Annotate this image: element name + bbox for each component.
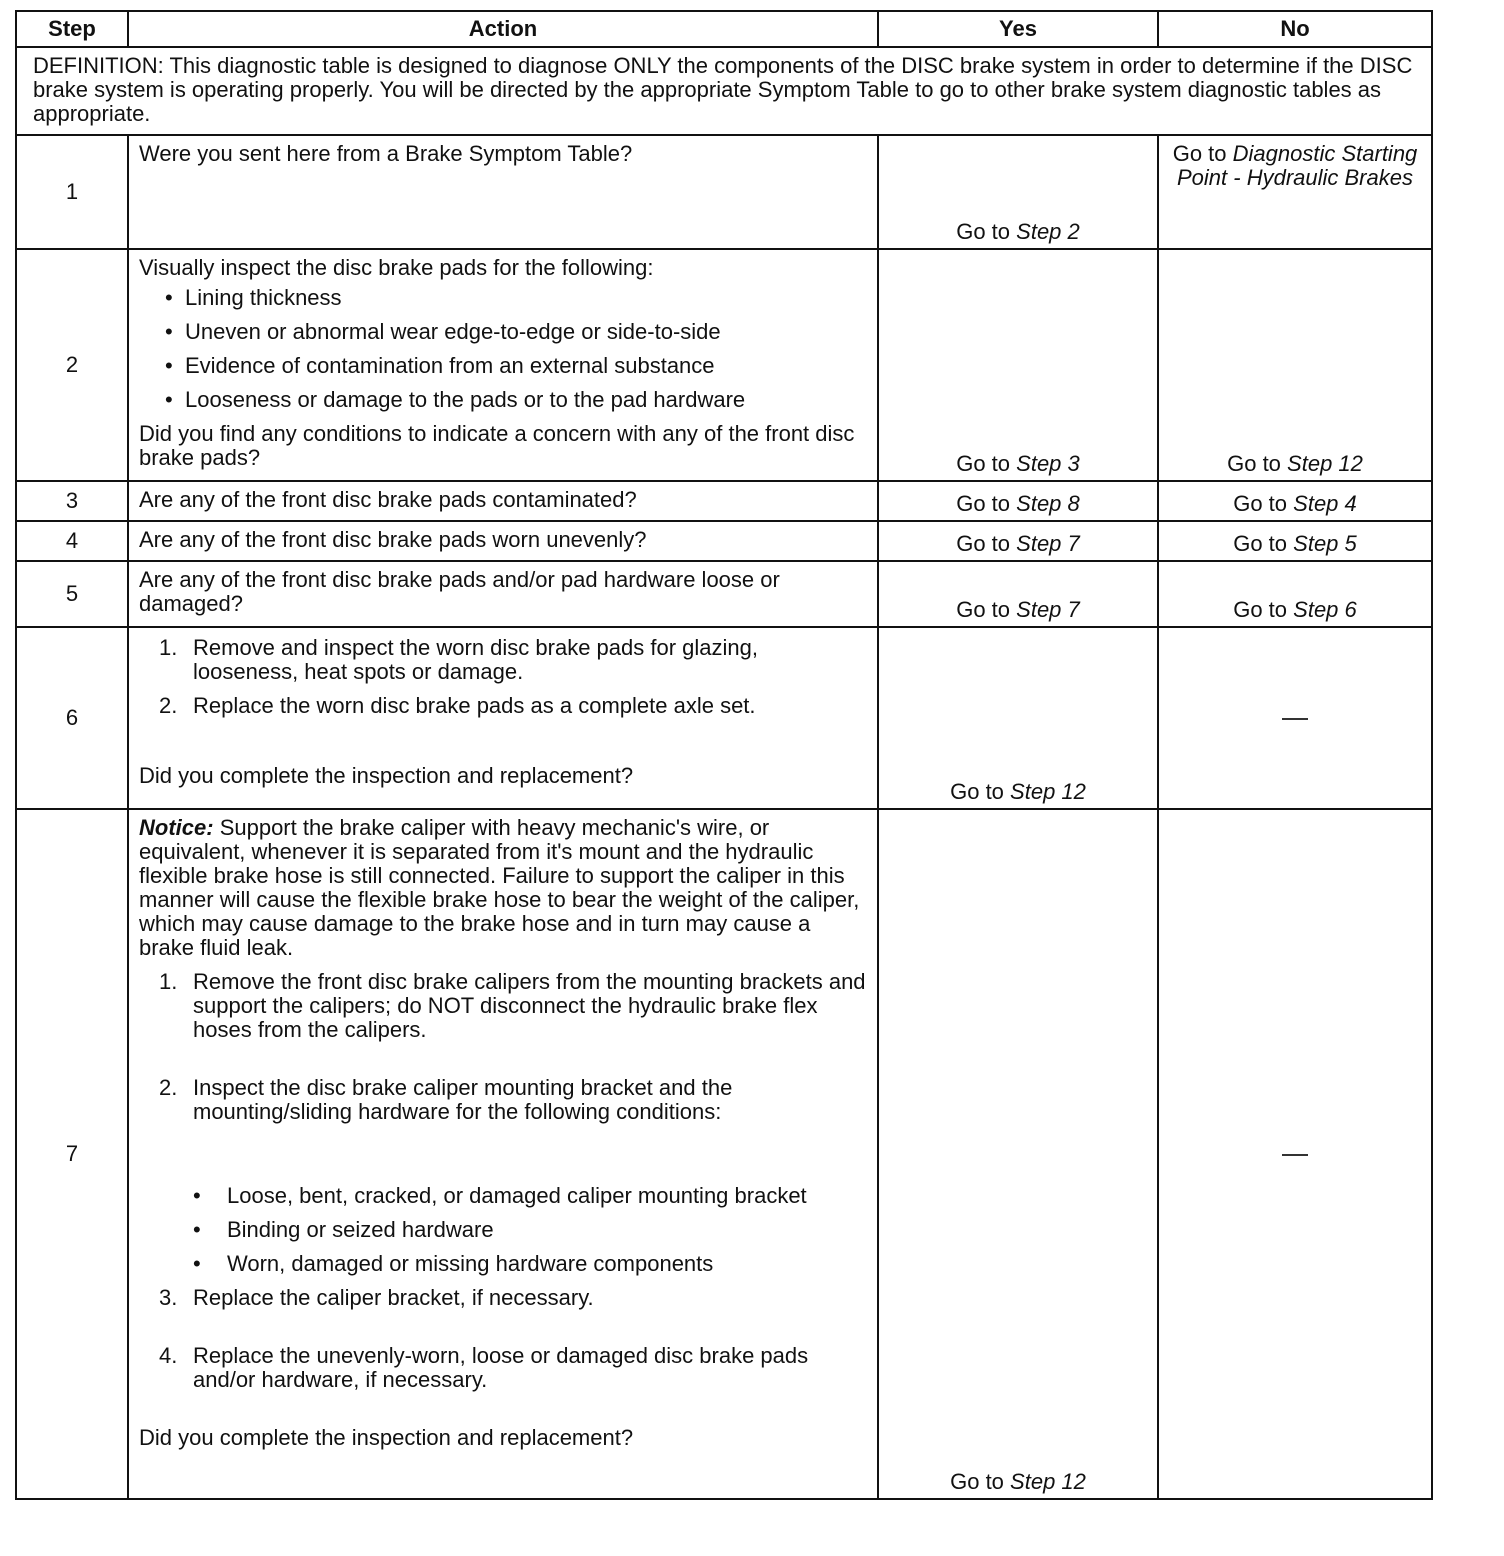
action-question: Are any of the front disc brake pads and/or pad hardware loose or damaged?: [128, 561, 878, 627]
no-link[interactable]: Step 4: [1293, 491, 1357, 516]
definition-text: DEFINITION: This diagnostic table is designed to diagnose ONLY the components of the DISC brake system in order to determine if the DISC brake system is operating properly. You will be directed by the appropriate Symptom Table to go to other brake system diagnostic tables as appropriate.: [16, 47, 1432, 135]
item-text: Remove the front disc brake calipers from the mounting brackets and support the calipers; do NOT disconnect the hydraulic brake flex hoses from the calipers.: [193, 969, 866, 1042]
header-row: [16, 11, 1432, 47]
numbered-list: [139, 970, 867, 1392]
notice-label: Notice:: [139, 815, 214, 840]
yes-cell: [878, 521, 1158, 561]
item-text: Remove and inspect the worn disc brake pads for glazing, looseness, heat spots or damage.: [193, 635, 758, 684]
yes-cell: [878, 249, 1158, 481]
list-item: [159, 1076, 867, 1276]
list-item: • Uneven or abnormal wear edge-to-edge or side-to-side: [165, 320, 867, 344]
goto-prefix: Go to: [1233, 597, 1288, 622]
action-question: Were you sent here from a Brake Symptom Table?: [128, 135, 878, 249]
header-yes: Yes: [878, 11, 1158, 47]
no-cell: [1158, 561, 1432, 627]
goto-prefix: Go to: [1172, 141, 1227, 166]
goto-prefix: Go to: [956, 219, 1011, 244]
list-item: • Worn, damaged or missing hardware components: [193, 1252, 867, 1276]
goto-prefix: Go to: [950, 779, 1004, 804]
goto-prefix: Go to: [956, 451, 1011, 476]
no-cell: [1158, 135, 1432, 249]
yes-link[interactable]: Step 8: [1016, 491, 1080, 516]
table-row: [16, 627, 1432, 809]
step-number: 3: [16, 481, 128, 521]
yes-link[interactable]: Step 12: [1010, 1469, 1086, 1494]
action-question: Did you find any conditions to indicate a concern with any of the front disc brake pads?: [139, 421, 855, 470]
list-item: [159, 694, 867, 718]
no-link[interactable]: Step 6: [1293, 597, 1357, 622]
item-number: 2.: [159, 693, 178, 718]
step-number: 5: [16, 561, 128, 627]
item-text: Replace the unevenly-worn, loose or damaged disc brake pads and/or hardware, if necessary.: [193, 1343, 809, 1392]
action-cell: [128, 809, 878, 1499]
yes-cell: [878, 135, 1158, 249]
goto-prefix: Go to: [956, 491, 1011, 516]
no-cell: [1158, 481, 1432, 521]
yes-cell: [878, 481, 1158, 521]
header-action: Action: [128, 11, 878, 47]
goto-prefix: Go to: [956, 597, 1011, 622]
no-link[interactable]: Step 12: [1287, 451, 1363, 476]
item-text: Inspect the disc brake caliper mounting bracket and the mounting/sliding hardware for the following conditions:: [193, 1075, 733, 1124]
action-question: Are any of the front disc brake pads worn unevenly?: [128, 521, 878, 561]
no-cell: [1158, 249, 1432, 481]
action-intro: Visually inspect the disc brake pads for the following:: [139, 255, 654, 280]
goto-prefix: Go to: [1227, 451, 1281, 476]
step-number: 1: [16, 135, 128, 249]
table-row: [16, 561, 1432, 627]
step-number: 4: [16, 521, 128, 561]
list-item: [159, 1286, 867, 1310]
step-number: 6: [16, 627, 128, 809]
no-cell: [1158, 809, 1432, 1499]
item-number: 2.: [159, 1075, 178, 1100]
table-row: [16, 809, 1432, 1499]
diagnostic-table: [15, 10, 1433, 1500]
no-link[interactable]: Diagnostic Starting Point - Hydraulic Brakes: [1177, 141, 1418, 190]
item-number: 1.: [159, 969, 178, 994]
action-question: Did you complete the inspection and replacement?: [139, 763, 634, 788]
dash-mark: [1282, 1154, 1308, 1156]
item-number: 4.: [159, 1343, 178, 1368]
item-number: 3.: [159, 1285, 178, 1310]
no-cell: [1158, 521, 1432, 561]
list-item: [159, 970, 867, 1042]
bullet-list: [193, 1184, 867, 1276]
dash-mark: [1282, 718, 1308, 720]
list-item: • Loose, bent, cracked, or damaged caliper mounting bracket: [193, 1184, 867, 1208]
list-item: • Evidence of contamination from an external substance: [165, 354, 867, 378]
yes-link[interactable]: Step 12: [1010, 779, 1086, 804]
item-text: Replace the worn disc brake pads as a complete axle set.: [193, 693, 756, 718]
action-question: Are any of the front disc brake pads contaminated?: [128, 481, 878, 521]
table-row: [16, 135, 1432, 249]
notice-block: [139, 816, 867, 960]
step-number: 2: [16, 249, 128, 481]
goto-prefix: Go to: [950, 1469, 1004, 1494]
step-number: 7: [16, 809, 128, 1499]
yes-cell: [878, 809, 1158, 1499]
list-item: • Binding or seized hardware: [193, 1218, 867, 1242]
goto-prefix: Go to: [956, 531, 1011, 556]
list-item: • Lining thickness: [165, 286, 867, 310]
yes-cell: [878, 561, 1158, 627]
table-row: [16, 249, 1432, 481]
header-step: Step: [16, 11, 128, 47]
numbered-list: [139, 636, 867, 718]
yes-link[interactable]: Step 2: [1016, 219, 1080, 244]
action-cell: [128, 249, 878, 481]
bullet-list: [139, 286, 867, 412]
item-number: 1.: [159, 635, 178, 660]
action-question: Did you complete the inspection and replacement?: [139, 1425, 634, 1450]
goto-prefix: Go to: [1233, 531, 1288, 556]
definition-row: [16, 47, 1432, 135]
header-no: No: [1158, 11, 1432, 47]
no-link[interactable]: Step 5: [1293, 531, 1357, 556]
list-item: [159, 1344, 867, 1392]
list-item: • Looseness or damage to the pads or to the pad hardware: [165, 388, 867, 412]
yes-link[interactable]: Step 7: [1016, 531, 1080, 556]
yes-cell: [878, 627, 1158, 809]
yes-link[interactable]: Step 7: [1016, 597, 1080, 622]
goto-prefix: Go to: [1233, 491, 1288, 516]
item-text: Replace the caliper bracket, if necessary.: [193, 1285, 594, 1310]
action-cell: [128, 627, 878, 809]
notice-text: Support the brake caliper with heavy mechanic's wire, or equivalent, whenever it is separated from it's mount and the hydraulic flexible brake hose is still connected. Failure to support the caliper in this manner will cause the flexible brake hose to bear the weight of the caliper, which may cause damage to the brake hose and in turn may cause a brake fluid leak.: [139, 815, 860, 960]
table-row: [16, 481, 1432, 521]
list-item: [159, 636, 867, 684]
table-row: [16, 521, 1432, 561]
no-cell: [1158, 627, 1432, 809]
yes-link[interactable]: Step 3: [1016, 451, 1080, 476]
